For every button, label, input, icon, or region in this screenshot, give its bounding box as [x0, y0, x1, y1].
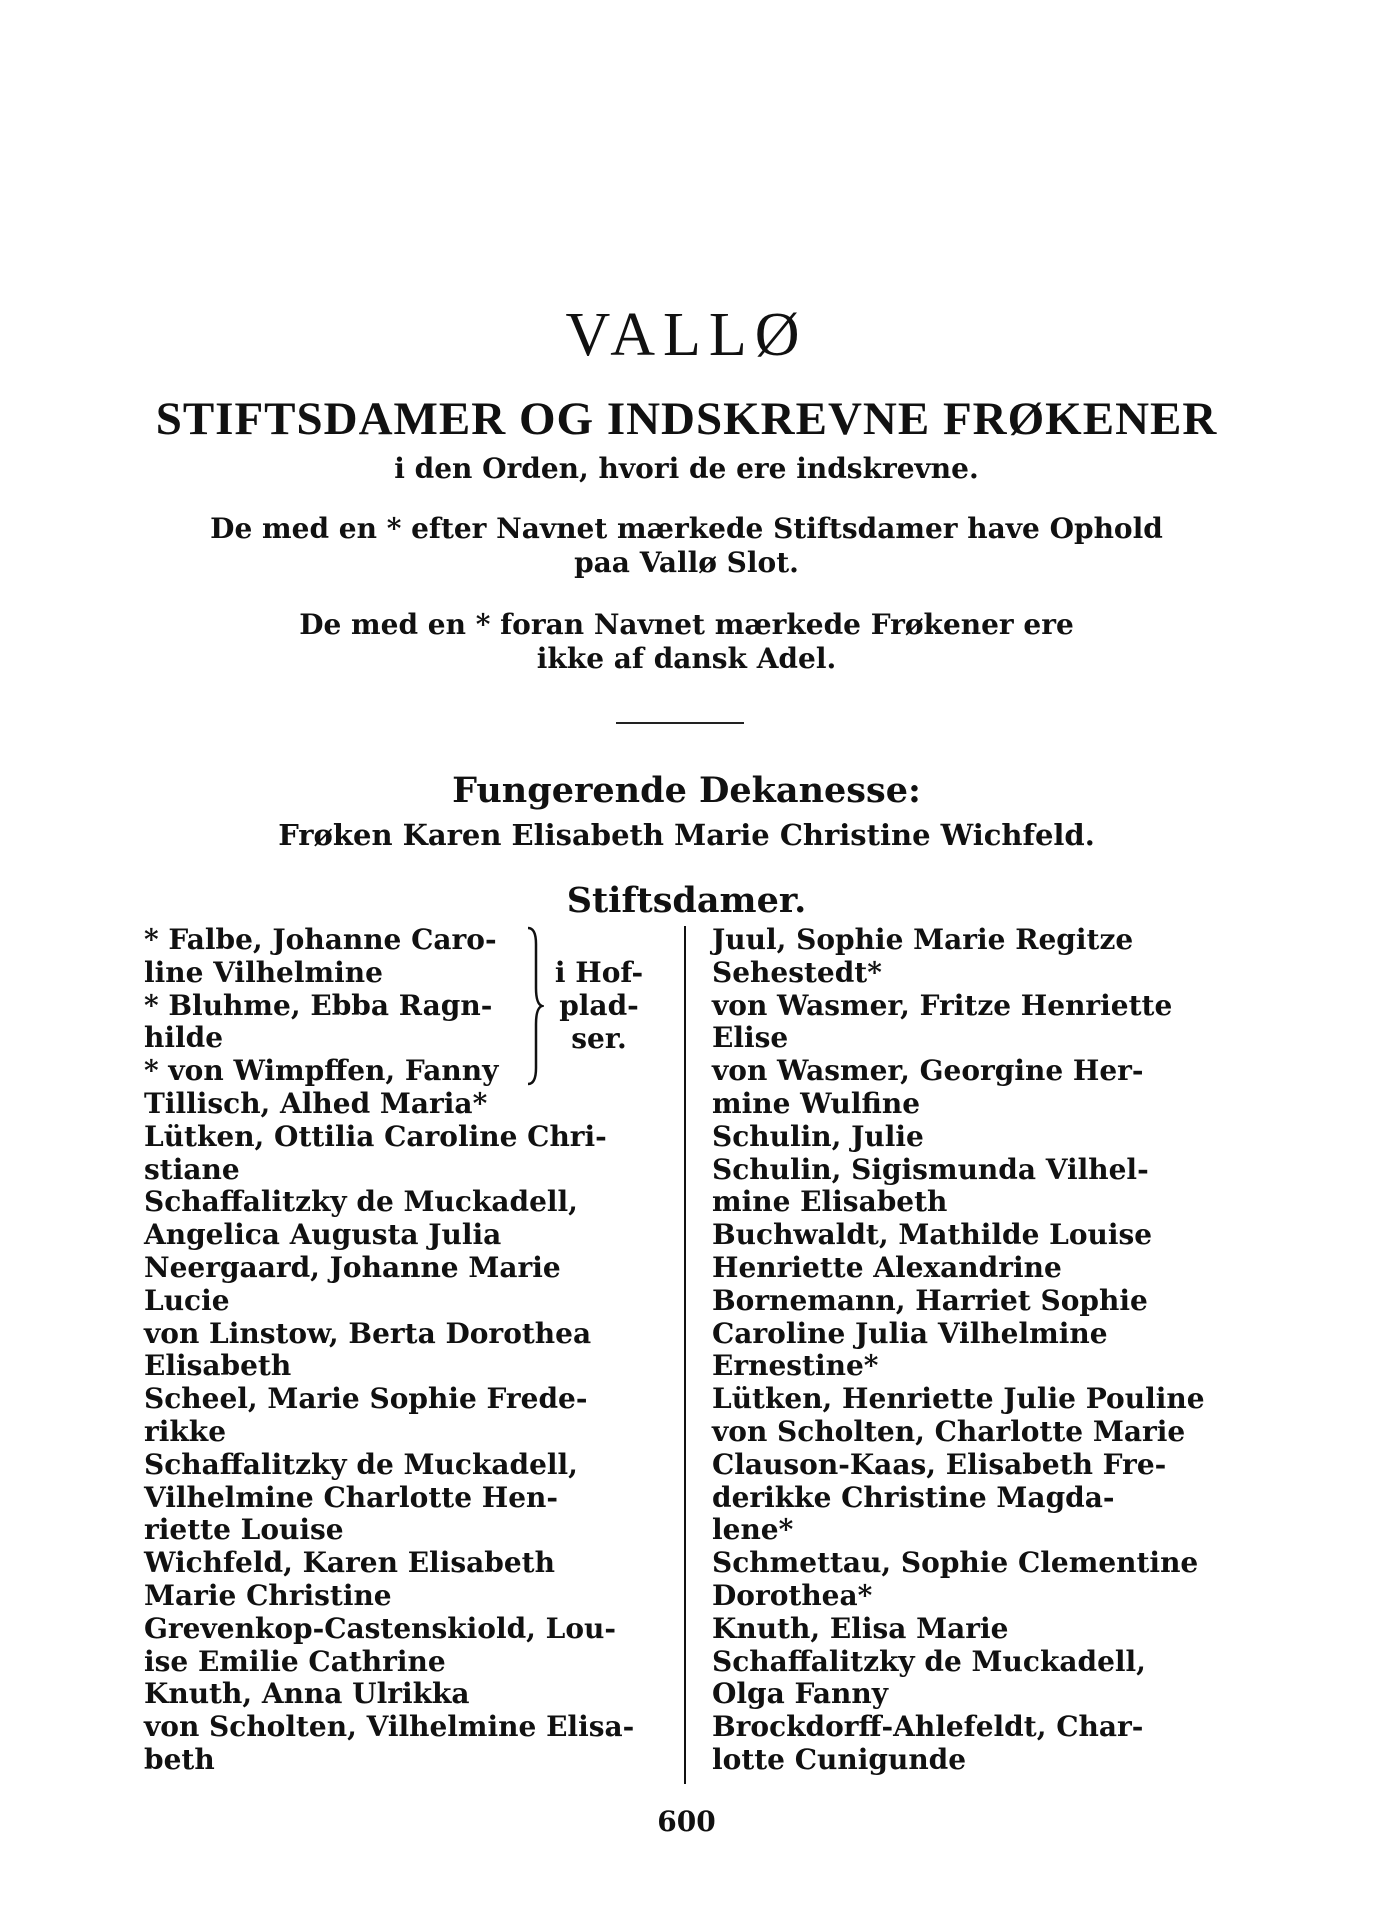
list-item: [144, 1318, 648, 1384]
entry-line: Lütken, Henriette Julie Pouline: [712, 1382, 1205, 1416]
list-item: [712, 990, 1214, 1056]
entry-line: lene*: [712, 1513, 794, 1547]
note-asterisk-after-line1: De med en * efter Navnet mærkede Stiftsdamer have Ophold: [210, 512, 1163, 545]
entry-line: beth: [144, 1742, 215, 1776]
note-asterisk-after-line2: paa Vallø Slot.: [574, 546, 799, 579]
entry-line: Clauson-Kaas, Elisabeth Fre-: [712, 1447, 1167, 1481]
list-item: [144, 1547, 648, 1613]
list-item: [712, 1711, 1214, 1777]
list-item: [712, 1416, 1214, 1449]
entry-line: Olga Fanny: [712, 1677, 888, 1711]
list-item: [712, 924, 1214, 990]
entry-line: Neergaard, Johanne Marie: [144, 1250, 561, 1284]
page-subtitle: STIFTSDAMER OG INDSKREVNE FRØKENER: [155, 393, 1218, 445]
divider-rule: [616, 722, 744, 724]
page-title: VALLØ: [565, 301, 808, 369]
list-item: [144, 1121, 648, 1187]
entry-line: * Falbe, Johanne Caro-: [144, 923, 497, 956]
entry-line: Elisabeth: [144, 1349, 292, 1383]
entry-line: von Wasmer, Georgine Her-: [712, 1054, 1144, 1088]
list-item: [712, 1383, 1214, 1416]
list-item: [144, 1252, 648, 1318]
note-asterisk-before-line1: De med en * foran Navnet mærkede Frøkener ere: [299, 608, 1074, 641]
hofplads-label-line: ser.: [571, 1021, 627, 1055]
entry-line: Knuth, Anna Ulrikka: [144, 1677, 470, 1711]
list-item: [144, 1678, 648, 1711]
list-item: [144, 924, 524, 990]
brace-icon: [524, 924, 544, 1088]
entry-line: Scheel, Marie Sophie Frede-: [144, 1382, 588, 1416]
entry-line: von Linstow, Berta Dorothea: [144, 1316, 592, 1350]
entry-line: Schaffalitzky de Muckadell,: [712, 1644, 1146, 1678]
entry-line: von Scholten, Charlotte Marie: [712, 1414, 1186, 1448]
entry-line: hilde: [144, 1021, 224, 1055]
list-item: [144, 1186, 648, 1252]
entry-line: ise Emilie Cathrine: [144, 1644, 446, 1678]
entry-line: Henriette Alexandrine: [712, 1250, 1062, 1284]
dekanesse-heading: Fungerende Dekanesse:: [452, 770, 921, 811]
column-divider: [684, 926, 686, 1784]
list-item: [712, 1285, 1214, 1383]
entry-line: mine Elisabeth: [712, 1185, 948, 1219]
list-item: [712, 1449, 1214, 1547]
list-item: [712, 1646, 1214, 1712]
list-item: [144, 1383, 648, 1449]
entry-line: Brockdorff-Ahlefeldt, Char-: [712, 1710, 1144, 1744]
entry-line: line Vilhelmine: [144, 955, 383, 989]
entry-line: derikke Christine Magda-: [712, 1480, 1115, 1514]
hofplads-label-line: plad-: [559, 988, 639, 1022]
entry-line: Vilhelmine Charlotte Hen-: [144, 1480, 559, 1514]
entry-line: riette Louise: [144, 1513, 344, 1547]
list-item: [712, 1547, 1214, 1613]
intro-line: i den Orden, hvori de ere indskrevne.: [394, 452, 979, 485]
entry-line: Dorothea*: [712, 1578, 873, 1612]
entry-line: mine Wulfine: [712, 1086, 921, 1120]
note-asterisk-before-line2: ikke af dansk Adel.: [536, 642, 837, 675]
entry-line: Ernestine*: [712, 1349, 879, 1383]
entry-line: von Wasmer, Fritze Henriette: [712, 988, 1173, 1022]
list-item: [144, 1613, 648, 1679]
page-number: 600: [657, 1805, 716, 1838]
entry-line: Caroline Julia Vilhelmine: [712, 1316, 1108, 1350]
list-item: [712, 1055, 1214, 1121]
entry-line: Grevenkop-Castenskiold, Lou-: [144, 1611, 617, 1645]
list-item: [712, 1121, 1214, 1154]
entry-line: stiane: [144, 1152, 240, 1186]
entry-line: Buchwaldt, Mathilde Louise: [712, 1218, 1153, 1252]
hofplads-label: [544, 957, 654, 1055]
list-item: [144, 1055, 524, 1088]
hofplads-group: [144, 924, 524, 1088]
list-item: [144, 1449, 648, 1547]
entry-line: Marie Christine: [144, 1578, 392, 1612]
entry-line: * von Wimpffen, Fanny: [144, 1054, 499, 1088]
entry-line: Schaffalitzky de Muckadell,: [144, 1185, 578, 1219]
entry-line: * Bluhme, Ebba Ragn-: [144, 988, 493, 1022]
entry-line: Schmettau, Sophie Clementine: [712, 1546, 1199, 1580]
entry-line: Juul, Sophie Marie Regitze: [712, 923, 1134, 956]
left-column: [144, 1088, 648, 1777]
entry-line: Schaffalitzky de Muckadell,: [144, 1447, 578, 1481]
entry-line: Schulin, Julie: [712, 1119, 924, 1153]
entry-line: lotte Cunigunde: [712, 1742, 967, 1776]
list-item: [144, 990, 524, 1056]
list-item: [712, 1613, 1214, 1646]
list-item: [712, 1154, 1214, 1220]
entry-line: Sehestedt*: [712, 955, 882, 989]
entry-line: von Scholten, Vilhelmine Elisa-: [144, 1710, 635, 1744]
entry-line: Angelica Augusta Julia: [144, 1218, 502, 1252]
entry-line: Bornemann, Harriet Sophie: [712, 1283, 1148, 1317]
entry-line: Lütken, Ottilia Caroline Chri-: [144, 1119, 607, 1153]
hofplads-label-line: i Hof-: [554, 956, 644, 989]
list-item: [144, 1711, 648, 1777]
entry-line: Knuth, Elisa Marie: [712, 1611, 1009, 1645]
entry-line: Schulin, Sigismunda Vilhel-: [712, 1152, 1149, 1186]
entry-line: Tillisch, Alhed Maria*: [144, 1087, 488, 1120]
list-item: [144, 1088, 648, 1121]
entry-line: Elise: [712, 1021, 789, 1055]
dekanesse-name: Frøken Karen Elisabeth Marie Christine Wichfeld.: [278, 818, 1095, 852]
entry-line: Wichfeld, Karen Elisabeth: [144, 1546, 555, 1580]
right-column: [712, 924, 1214, 1777]
list-item: [712, 1219, 1214, 1285]
entry-line: Lucie: [144, 1283, 230, 1317]
group-brace: [524, 924, 544, 1088]
entry-line: rikke: [144, 1414, 227, 1448]
stiftsdamer-heading: Stiftsdamer.: [566, 880, 807, 921]
